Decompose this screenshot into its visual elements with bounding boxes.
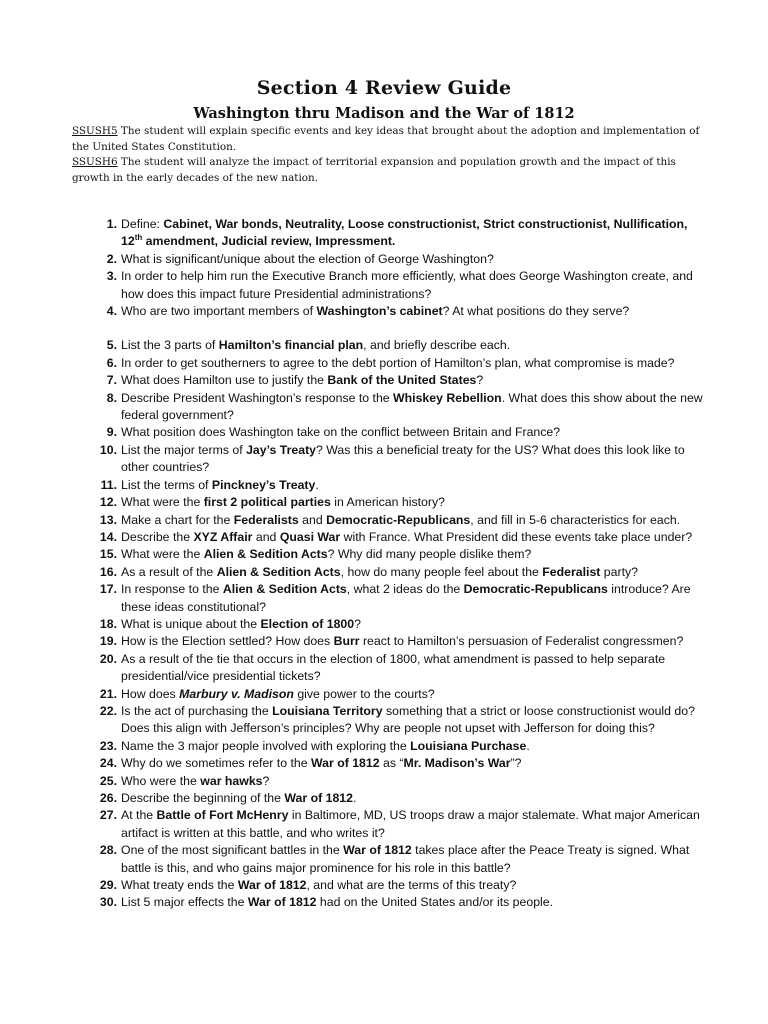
question-number: 29. [99, 878, 117, 893]
question-text [121, 842, 705, 877]
question-item [93, 390, 705, 425]
question-text-segment: Is the act of purchasing the [121, 703, 273, 718]
key-term: War of 1812 [284, 791, 353, 805]
question-item [93, 529, 705, 546]
standards-block [72, 124, 712, 186]
question-item [93, 424, 705, 441]
key-term: Quasi War [279, 529, 341, 544]
question-item [93, 581, 705, 616]
key-term: Federalists [233, 512, 299, 527]
question-text-segment: and [298, 512, 327, 527]
question-number: 3. [106, 269, 117, 284]
key-term: Marbury v. Madison [179, 686, 294, 701]
key-term: first 2 political parties [203, 495, 331, 510]
question-text-segment: as “ [379, 756, 404, 771]
question-text-segment: At the [121, 808, 157, 823]
question-text-segment: Who were the [121, 773, 201, 788]
question-text-segment: ? At what positions do they serve? [442, 304, 630, 319]
question-text-segment: In response to the [121, 582, 223, 597]
question-text-segment: had on the United States and/or its people. [316, 895, 554, 910]
question-item [93, 686, 705, 703]
question-text-segment: Make a chart for the [121, 512, 234, 527]
question-text-segment: Why do we sometimes refer to the [121, 756, 311, 771]
key-term: Federalist [542, 564, 601, 579]
question-text-segment: in American history? [330, 495, 445, 510]
question-text-segment: ? [354, 616, 361, 631]
question-text-segment: give power to the courts? [293, 686, 435, 701]
question-text [121, 877, 705, 894]
question-text-segment: ? Was this a beneficial treaty for the US? What does this look like to other countries? [121, 442, 685, 475]
question-text-segment: Who are two important members of [121, 304, 317, 319]
question-item [93, 790, 705, 807]
question-item [93, 842, 705, 877]
question-text-segment: What does Hamilton use to justify the [121, 373, 328, 388]
question-text [121, 546, 705, 563]
key-term: Mr. Madison’s War [403, 756, 511, 771]
question-number: 16. [99, 564, 117, 579]
question-number: 19. [99, 634, 117, 649]
question-text-segment: Describe the [121, 529, 194, 544]
standard-code: SSUSH6 [72, 156, 118, 168]
question-item [93, 512, 705, 529]
key-term: Democratic-Republicans [326, 512, 471, 527]
key-term: amendment, Judicial review, Impressment. [142, 234, 396, 249]
key-term: Burr [333, 634, 360, 649]
question-number: 14. [99, 529, 117, 544]
question-text-segment: What were the [121, 495, 204, 510]
question-text [121, 268, 705, 303]
question-text [121, 738, 705, 755]
question-text-segment: Define: [121, 217, 164, 231]
question-text [121, 686, 705, 703]
question-number: 9. [106, 425, 117, 440]
question-item [93, 546, 705, 563]
question-text [121, 633, 705, 650]
question-item [93, 755, 705, 772]
question-text [121, 773, 705, 790]
question-text [121, 616, 705, 633]
question-text [121, 807, 705, 842]
key-term: Bank of the United States [327, 373, 477, 388]
question-text-segment: One of the most significant battles in the [121, 843, 344, 858]
question-number: 24. [99, 756, 117, 771]
question-item [93, 616, 705, 633]
question-item [93, 355, 705, 372]
question-text-segment: in Baltimore, MD, US troops draw a major stalemate. What major American artifact is written at this battle, and who writes it? [121, 808, 700, 840]
question-text-segment: What position does Washington take on the conflict between Britain and France? [121, 425, 561, 440]
question-item [93, 564, 705, 581]
question-item [93, 303, 705, 320]
key-term: Democratic-Republicans [463, 582, 608, 597]
question-number: 25. [99, 773, 117, 788]
question-item [93, 337, 705, 354]
question-number: 10. [99, 442, 117, 457]
question-text-segment: What is significant/unique about the election of George Washington? [121, 251, 494, 266]
question-text-segment: , and briefly describe each. [363, 338, 511, 353]
key-term: War of 1812 [343, 843, 412, 858]
question-text [121, 424, 705, 441]
question-text-segment: ? Why did many people dislike them? [327, 547, 532, 562]
question-text-segment: . What does this show about the new federal government? [121, 390, 703, 423]
question-number: 2. [106, 251, 117, 266]
question-text-segment: ? [262, 773, 270, 788]
page-subtitle: Washington thru Madison and the War of 1812 [193, 105, 575, 122]
question-item [93, 738, 705, 755]
key-term: Alien & Sedition Acts [203, 547, 328, 562]
question-item [93, 894, 705, 911]
question-text-segment: As a result of the [121, 564, 217, 579]
question-text-segment: introduce? Are these ideas constitutional? [121, 582, 691, 614]
question-text-segment: As a result of the tie that occurs in the election of 1800, what amendment is passed to help separate presidential/vice presidential tickets? [121, 651, 666, 684]
question-text-segment: In order to help him run the Executive Branch more efficiently, what does George Washington create, and how does this impact future Presidential administrations? [121, 269, 693, 301]
question-text-segment: List the 3 parts of [121, 338, 219, 353]
question-text [121, 529, 705, 546]
question-number: 6. [106, 355, 117, 370]
question-text [121, 755, 705, 772]
question-item [93, 372, 705, 389]
question-number: 20. [99, 651, 117, 666]
question-text-segment: List the major terms of [121, 442, 247, 457]
question-text [121, 494, 705, 511]
question-list [93, 216, 705, 912]
question-text-segment: . [315, 477, 319, 492]
question-item [93, 807, 705, 842]
question-item [93, 703, 705, 738]
key-term: War of 1812 [247, 895, 317, 910]
question-number: 1. [106, 217, 117, 231]
key-term: Louisiana Territory [272, 703, 383, 718]
question-text [121, 790, 705, 807]
question-text [121, 251, 705, 268]
key-term: Washington’s cabinet [316, 304, 443, 319]
question-text-segment: . [352, 791, 357, 805]
key-term: Battle of Fort McHenry [156, 808, 289, 823]
key-term: Louisiana Purchase [410, 738, 527, 753]
question-text [121, 442, 705, 477]
question-text [121, 894, 705, 911]
question-text [121, 477, 705, 494]
standard-ssush5 [72, 124, 712, 155]
question-number: 5. [106, 338, 117, 353]
question-item [93, 251, 705, 268]
question-text-segment: Describe President Washington’s response to the [121, 390, 394, 405]
question-text [121, 372, 705, 389]
question-item [93, 268, 705, 303]
question-item [93, 651, 705, 686]
key-term: Alien & Sedition Acts [222, 582, 347, 597]
question-text-segment: What is unique about the [121, 616, 261, 631]
question-text [121, 703, 705, 738]
question-text-segment: , how do many people feel about the [340, 564, 543, 579]
question-text-segment: and [252, 529, 280, 544]
key-term: Election of 1800 [260, 616, 355, 631]
key-term: Pinckney’s Treaty [211, 477, 316, 492]
key-term: Whiskey Rebellion [393, 390, 502, 405]
question-item [93, 442, 705, 477]
question-text-segment: takes place after the Peace Treaty is signed. What battle is this, and who gains major prominence for his role in this battle? [121, 843, 690, 875]
question-number: 17. [99, 582, 117, 597]
question-number: 12. [99, 495, 117, 510]
question-item [93, 477, 705, 494]
standard-text: The student will explain specific events and key ideas that brought about the adoption and implementation of the United States Constitution. [72, 125, 700, 153]
question-text-segment: ”? [510, 756, 522, 771]
ordinal-suffix: th [134, 233, 143, 243]
question-text [121, 216, 705, 251]
question-text-segment: party? [600, 564, 638, 579]
question-number: 27. [99, 808, 117, 823]
question-text-segment: , and fill in 5-6 characteristics for each. [470, 512, 681, 527]
question-text-segment: ? [476, 373, 484, 388]
question-number: 28. [99, 843, 117, 858]
question-text [121, 337, 705, 354]
question-text [121, 390, 705, 425]
question-text-segment: with France. What President did these events take place under? [340, 529, 693, 544]
standard-ssush6 [72, 155, 712, 186]
question-text-segment: , what 2 ideas do the [346, 582, 464, 597]
question-text [121, 651, 705, 686]
question-number: 23. [99, 738, 117, 753]
question-number: 30. [99, 895, 117, 910]
question-item [93, 216, 705, 251]
question-text-segment: How does [121, 686, 180, 701]
standard-text: The student will analyze the impact of territorial expansion and population growth and the impact of this growth in the early decades of the new nation. [72, 156, 676, 184]
question-text-segment: What treaty ends the [121, 878, 238, 893]
question-item [93, 494, 705, 511]
question-text-segment: List the terms of [121, 477, 212, 492]
question-number: 8. [106, 390, 117, 405]
question-text-segment: react to Hamilton’s persuasion of Federalist congressmen? [359, 634, 684, 649]
question-number: 7. [106, 373, 117, 388]
question-text-segment: something that a strict or loose constructionist would do? Does this align with Jefferson’s principles? Why are people not upset with Jefferson for doing this? [121, 703, 695, 736]
question-text-segment: Name the 3 major people involved with exploring the [121, 738, 411, 753]
question-text [121, 355, 705, 372]
question-number: 18. [99, 616, 117, 631]
key-term: Alien & Sedition Acts [216, 564, 341, 579]
key-term: war hawks [200, 773, 263, 788]
question-number: 11. [100, 477, 117, 492]
question-text [121, 581, 705, 616]
question-text [121, 303, 705, 320]
question-text [121, 512, 705, 529]
question-number: 22. [99, 703, 117, 718]
page-title: Section 4 Review Guide [256, 77, 512, 99]
key-term: Cabinet, War bonds, Neutrality, Loose constructionist, Strict constructionist, Nullification, 12 [121, 217, 688, 249]
question-number: 26. [99, 791, 117, 805]
question-item [93, 633, 705, 650]
question-text-segment: How is the Election settled? How does [121, 634, 334, 649]
question-text-segment: In order to get southerners to agree to the debt portion of Hamilton’s plan, what compromise is made? [121, 355, 675, 370]
key-term: XYZ Affair [193, 529, 253, 544]
question-number: 13. [99, 512, 117, 527]
standard-code: SSUSH5 [72, 125, 118, 137]
question-text-segment: . [526, 738, 530, 753]
question-number: 4. [106, 304, 117, 319]
question-text [121, 564, 705, 581]
question-item [93, 773, 705, 790]
question-text-segment: What were the [121, 547, 204, 562]
question-text-segment: , and what are the terms of this treaty? [306, 878, 517, 893]
question-item [93, 877, 705, 894]
question-text-segment: Describe the beginning of the [121, 791, 285, 805]
question-number: 15. [99, 547, 117, 562]
question-number: 21. [99, 686, 117, 701]
key-term: War of 1812 [237, 878, 307, 893]
question-text-segment: List 5 major effects the [121, 895, 248, 910]
key-term: War of 1812 [311, 756, 380, 771]
key-term: Hamilton’s financial plan [218, 338, 364, 353]
key-term: Jay’s Treaty [246, 442, 317, 457]
